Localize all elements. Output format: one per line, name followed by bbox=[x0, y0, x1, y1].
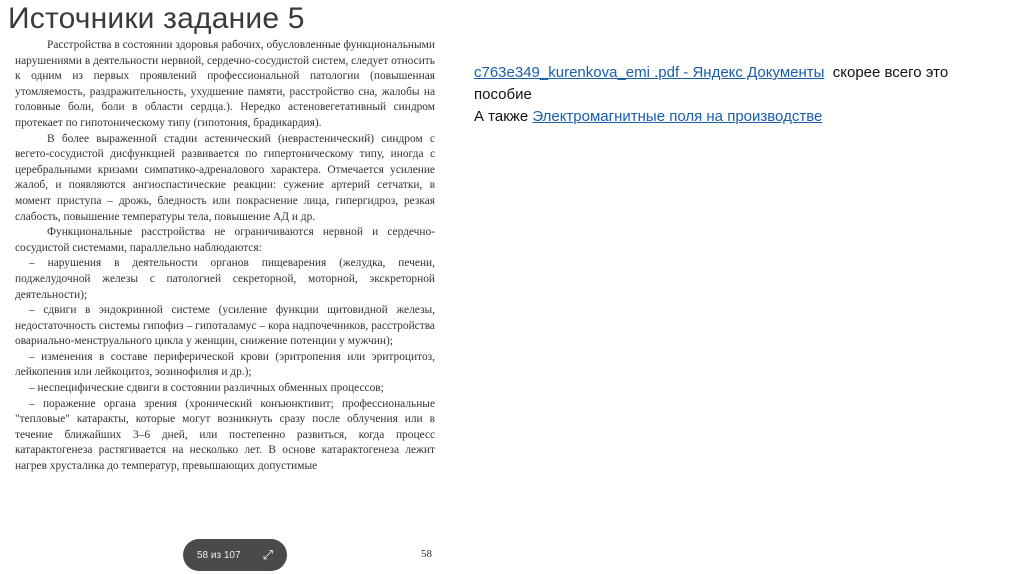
emf-production-link[interactable]: Электромагнитные поля на производстве bbox=[532, 108, 823, 125]
expand-icon[interactable]: ⤢ bbox=[262, 547, 273, 562]
slide-title: Источники задание 5 bbox=[8, 2, 305, 35]
note-prefix: А также bbox=[474, 108, 533, 125]
page-viewer-toolbar bbox=[183, 539, 287, 571]
yandex-docs-link[interactable]: c763e349_kurenkova_emi .pdf - Яндекс Документы bbox=[474, 64, 825, 81]
scan-paragraph: Расстройства в состоянии здоровья рабочих, обусловленные функциональными нарушениями в деятельности нервной, сердечно-сосудистой систем, следует относить к одним из первых проявлений профессиональной патологии (повышенная утомляемость, раздражительность, ухудшение памяти, расстройство сна, жалобы на головные боли, боли в области сердца.). Нередко астеновегетативный синдром протекает по гипотоническому типу (гипотония, брадикардия). bbox=[15, 39, 435, 129]
scan-list-item: – сдвиги в эндокринной системе (усиление функции щитовидной железы, недостаточность системы гипофиз – гипоталамус – кора надпочечников, расстройства овариально-менструального цикла у женщин, снижение потенции у мужчин); bbox=[15, 304, 435, 348]
scan-list-item: – изменения в составе периферической крови (эритропения или эритроцитоз, лейкопения или лейкоцитоз, эозинофилия и др.); bbox=[15, 350, 435, 379]
page-counter: 58 из 107 bbox=[197, 549, 241, 561]
scan-paragraph: В более выраженной стадии астенический (неврастенический) синдром с вегето-сосудистой дисфункцией развивается по гипертоническому типу, иногда с церебральными кризами симпатико-адреналового характера. Отмечается усиление жалоб, и появляются ангиоспастические реакции: сужение артерий сетчатки, в момент приступа – дрожь, бледность или покраснение лица, гипергидроз, резкая слабость, повышение температуры тела, повышение АД и др. bbox=[15, 132, 435, 223]
source-notes bbox=[474, 62, 974, 128]
scan-list-item: – нарушения в деятельности органов пищеварения (желудка, печени, поджелудочной железы с патологией секреторной, моторной, экскреторной деятельности); bbox=[15, 257, 435, 301]
page-number: 58 bbox=[421, 548, 432, 560]
document-page-scan bbox=[15, 38, 435, 538]
scan-list-item: – поражение органа зрения (хронический конъюнктивит; профессиональные "тепловые" катаракты, которые могут возникнуть сразу после облучения или в течение ближайших 3–6 дней, или постепенно развиться, когда процесс катарактогенеза растягивается на несколько лет. В основе катарактогенеза лежит нагрев хрусталика до температур, превышающих допустимые bbox=[15, 397, 435, 473]
note-text: скорее всего это пособие bbox=[474, 64, 953, 103]
scan-list-item: – неспецифические сдвиги в состоянии различных обменных процессов; bbox=[29, 382, 384, 395]
scan-paragraph: Функциональные расстройства не ограничиваются нервной и сердечно-сосудистой системами, параллельно наблюдаются: bbox=[15, 226, 435, 254]
